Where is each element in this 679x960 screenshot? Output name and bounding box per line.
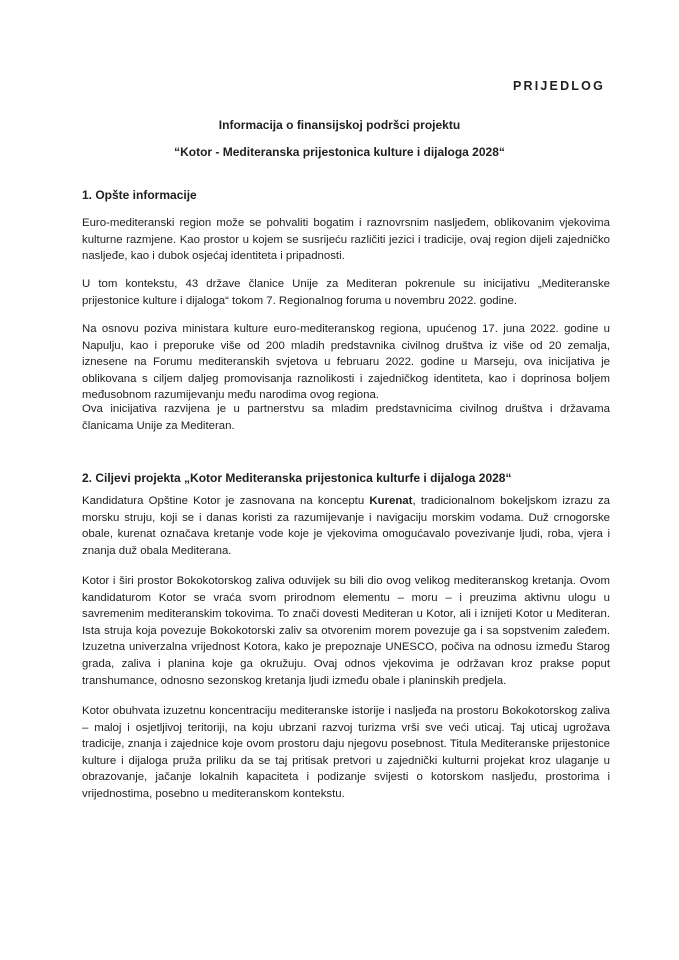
- document-title-line-1: Informacija o finansijskoj podršci projektu: [218, 118, 461, 132]
- section-1-paragraph-3: Na osnovu poziva ministara kulture euro-mediteranskog regiona, upućenog 17. juna 2022. godine u Napulju, kao i preporuke više od 200 mladih predstavnika civilnog društva iz više od 20 zemalja, iznesene na Forumu mediteranskih svjetova u februaru 2022. godine u Marseju, ova inicijativa je oblikovana s ciljem daljeg promovisanja raznolikosti i zajedničkog identiteta, kao i doprinosa boljem međusobnom razumijevanju među narodima ovog regiona.: [82, 323, 610, 402]
- kurenat-term: Kurenat: [369, 495, 413, 507]
- section-2-paragraph-3: Kotor obuhvata izuzetnu koncentraciju mediteranske istorije i nasljeđa na prostoru Bokokotorskog zaliva – maloj i osjetljivoj teritoriji, na koju ubrzani razvoj turizma vrši sve veći uticaj. Taj uticaj ugrožava tradicije, znanja i zajednice koje ovom prostoru daju njegovu posebnost. Titula Mediteranske prijestonice kulture i dijaloga pruža priliku da se taj pritisak pretvori u zajednički kulturni projekat kroz ulaganje u obrazovanje, jačanje lokalnih kapaciteta i podizanje svijesti o kotorskom nasljeđu, prostorima i vrijednostima, posebno u mediteranskom kontekstu.: [82, 705, 610, 800]
- document-label: PRIJEDLOG: [512, 79, 605, 93]
- document-title-line-2: “Kotor - Mediteranska prijestonica kulture i dijaloga 2028“: [174, 145, 505, 159]
- section-1-paragraph-2: U tom kontekstu, 43 države članice Unije za Mediteran pokrenule su inicijativu „Mediteranske prijestonice kulture i dijaloga“ tokom 7. Regionalnog foruma u novembru 2022. godine.: [82, 278, 610, 307]
- section-2-heading: 2. Ciljevi projekta „Kotor Mediteranska prijestonica kulturfe i dijaloga 2028“: [82, 471, 512, 485]
- section-1-paragraph-4: Ova inicijativa razvijena je u partnerstvu sa mladim predstavnicima civilnog društva i državama članicama Unije za Mediteran.: [82, 403, 610, 432]
- section-2-paragraph-2: Kotor i širi prostor Bokokotorskog zaliva oduvijek su bili dio ovog velikog mediteranskog kretanja. Ovom kandidaturom Kotor se vraća svom prirodnom elementu – moru – i preuzima aktivnu ulogu u savremenim mediteranskim tokovima. To znači dovesti Mediteran u Kotor, ali i iznijeti Kotor u Mediteran. Ista struja koja povezuje Bokokotorski zaliv sa otvorenim morem povezuje ga i sa sopstvenim zaleđem. Izuzetna univerzalna vrijednost Kotora, kako je prepoznaje UNESCO, počiva na odnosu između Starog grada, zaliva i planina koje ga okružuju. Ovaj odnos vjekovima je održavan kroz prakse poput transhumance, odnosno sezonskog kretanja ljudi između obale i planinskih predjela.: [82, 575, 610, 687]
- section-2-paragraph-1-text-b: , tradicionalnom bokeljskom izrazu za morsku struju, koji se i danas koristi za razumijevanje i navigaciju morskim vodama. Duž crnogorske obale, kurenat označava kretanje vode koje je vjekovima omogućavalo povezivanje ljudi, roba, vjera i znanja duž obala Mediterana.: [82, 495, 610, 557]
- section-1-heading: 1. Opšte informacije: [82, 188, 197, 202]
- section-2-paragraph-1-text-a: Kandidatura Opštine Kotor je zasnovana na konceptu: [82, 495, 370, 507]
- section-2-paragraph-1: [82, 493, 610, 559]
- section-1-paragraph-1: Euro-mediteranski region može se pohvaliti bogatim i raznovrsnim nasljeđem, oblikovanim vjekovima kulturne razmjene. Kao prostor u kojem se susrijeću različiti jezici i tradicije, ovaj region dijeli zajedničko nasljeđe, kao i dubok osjećaj identiteta i pripadnosti.: [82, 217, 610, 263]
